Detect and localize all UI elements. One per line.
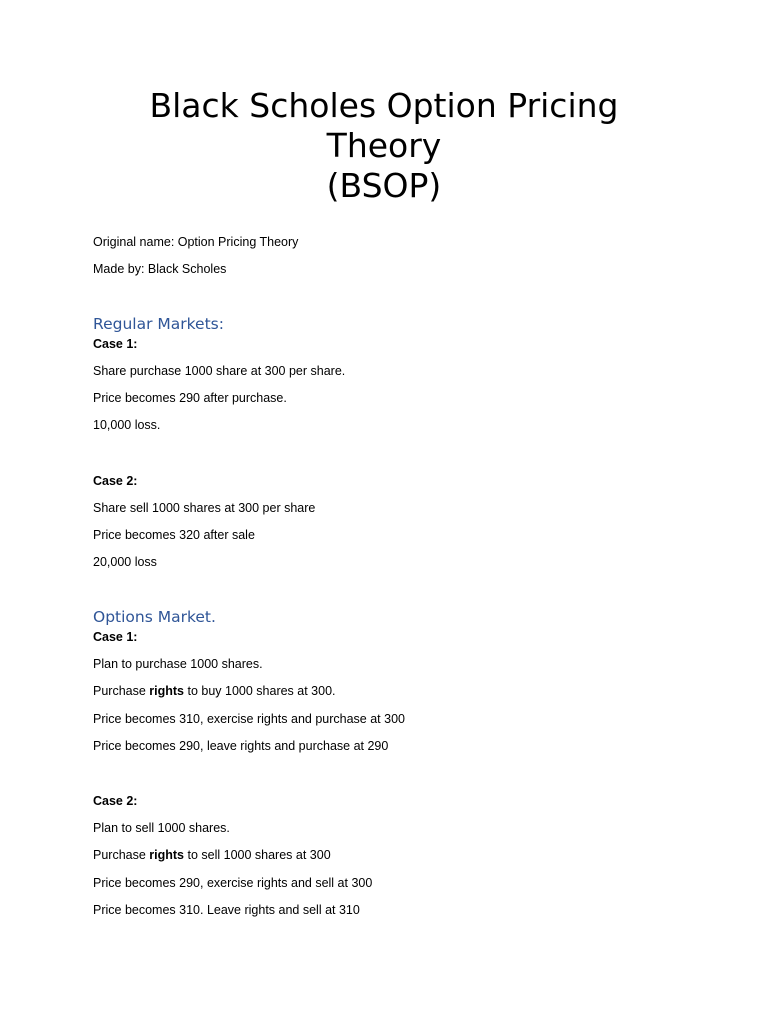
- rights-suffix: to buy 1000 shares at 300.: [184, 684, 336, 698]
- options-case2-line: Price becomes 310. Leave rights and sell at 310: [93, 903, 360, 917]
- title-line-3: (BSOP): [326, 166, 442, 205]
- rights-prefix: Purchase: [93, 684, 150, 698]
- options-case1-label: Case 1:: [93, 630, 138, 644]
- rights-word: rights: [149, 848, 185, 862]
- options-case2-rights-line: [93, 847, 331, 863]
- title-line-2: Theory: [326, 126, 442, 165]
- regular-case2-label: Case 2:: [93, 474, 138, 488]
- regular-case1-line: 10,000 loss.: [93, 418, 161, 432]
- options-case1-rights-line: [93, 683, 336, 699]
- rights-prefix: Purchase: [93, 848, 150, 862]
- options-case1-line: Price becomes 310, exercise rights and purchase at 300: [93, 712, 405, 726]
- options-case1-line: Price becomes 290, leave rights and purchase at 290: [93, 739, 389, 753]
- rights-suffix: to sell 1000 shares at 300: [184, 848, 331, 862]
- regular-case2-line: Share sell 1000 shares at 300 per share: [93, 501, 316, 515]
- document-title: [0, 86, 768, 206]
- regular-case2-line: Price becomes 320 after sale: [93, 528, 255, 542]
- regular-case1-line: Share purchase 1000 share at 300 per share.: [93, 364, 346, 378]
- regular-case1-label: Case 1:: [93, 337, 138, 351]
- regular-markets-heading: Regular Markets:: [93, 315, 224, 333]
- original-name: Original name: Option Pricing Theory: [93, 235, 299, 249]
- regular-case2-line: 20,000 loss: [93, 555, 157, 569]
- rights-word: rights: [149, 684, 185, 698]
- options-case2-label: Case 2:: [93, 794, 138, 808]
- options-case2-line: Price becomes 290, exercise rights and sell at 300: [93, 876, 373, 890]
- options-case1-line: Plan to purchase 1000 shares.: [93, 657, 263, 671]
- title-line-1: Black Scholes Option Pricing: [149, 86, 619, 125]
- made-by: Made by: Black Scholes: [93, 262, 227, 276]
- regular-case1-line: Price becomes 290 after purchase.: [93, 391, 287, 405]
- options-market-heading: Options Market.: [93, 608, 216, 626]
- options-case2-line: Plan to sell 1000 shares.: [93, 821, 230, 835]
